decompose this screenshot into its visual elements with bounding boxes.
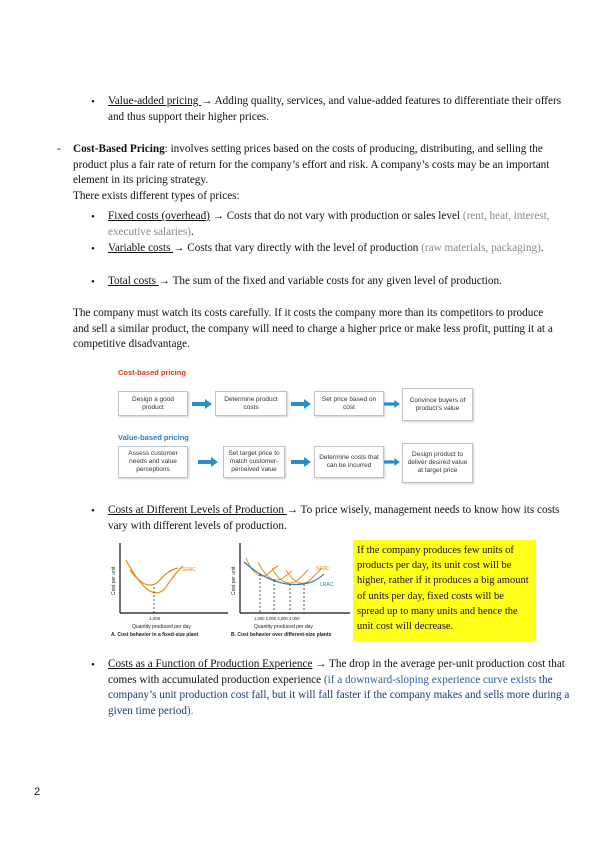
value-added-item (108, 94, 578, 125)
cost-levels-item (108, 503, 568, 534)
cost-watch-paragraph: The company must watch its costs carefully. If it costs the company more than its competitors to produce and sell a similar product, the company will need to charge a higher price or make less profit, putting it at a competitive disadvantage. (73, 307, 553, 350)
bullet: • (91, 243, 95, 255)
flow-arrow-icon (384, 399, 400, 409)
graph-b-xlabel: Quantity produced per day (254, 624, 313, 630)
total-cost-item (108, 274, 578, 290)
bullet: • (91, 96, 95, 108)
dash-marker: - (57, 143, 61, 155)
experience-note-body: the company’s unit production cost fall, but it will fall faster if the company makes and sells more during a given time period (108, 673, 570, 717)
flow-arrow-icon (291, 457, 311, 467)
variable-cost-examples: (raw materials, packaging) (421, 242, 541, 254)
cost-levels-text: To price wisely, management needs to know how its costs vary with different levels of production. (108, 504, 560, 532)
arrow-icon: → (212, 210, 224, 222)
graph-b-caption: B. Cost behavior over different-size plants (231, 632, 332, 638)
arrow-icon: → (158, 275, 170, 287)
variable-cost-text: Costs that vary directly with the level of production (184, 242, 422, 254)
cost-step-3: Set price based on cost (314, 391, 384, 416)
graph-different-size-plants (228, 540, 352, 642)
fixed-cost-item (108, 209, 568, 240)
cost-based-paragraph (73, 142, 568, 204)
cost-levels-term: Costs at Different Levels of Production (108, 504, 287, 516)
pricing-flow-diagram (118, 368, 473, 485)
cost-based-text: : involves setting prices based on the costs of producing, distributing, and selling the product plus a fair rate of return for the company’s effort and risk. A company’s costs may be an important element in its pricing strategy. (73, 143, 550, 186)
experience-text: The drop in the average per-unit production cost that comes with accumulated production experience (108, 658, 565, 686)
cost-step-2: Determine product costs (215, 391, 287, 416)
fixed-cost-end: . (190, 225, 194, 238)
arrow-icon: → (201, 95, 213, 107)
graph-a-srac-label: SRAC (182, 567, 196, 573)
graph-fixed-size-plant (108, 540, 230, 642)
graph-a-xlabel: Quantity produced per day (132, 624, 191, 630)
flow-arrow-icon (198, 457, 218, 467)
experience-note-end: ). (186, 704, 194, 717)
graph-b-x-ticks: 1,000 2,000 3,000 4,000 (254, 616, 300, 621)
flow-arrow-icon (192, 399, 212, 409)
total-cost-term: Total costs (108, 275, 159, 287)
fixed-cost-examples: (rent, heat, interest, executive salaries) (108, 210, 550, 238)
variable-cost-term: Variable costs (108, 242, 174, 254)
bullet: • (91, 211, 95, 223)
variable-cost-end: . (540, 242, 544, 254)
value-step-1: Assess customer needs and value perceptions (118, 446, 188, 478)
bullet: • (91, 276, 95, 288)
graph-a-caption: A. Cost behavior in a fixed-size plant (111, 632, 199, 638)
graph-b-srac-label: SRAC (316, 566, 330, 572)
cost-based-flow-title: Cost-based pricing (118, 368, 186, 377)
bullet: • (91, 659, 95, 671)
graph-a-x-tick: 1,000 (149, 616, 161, 621)
value-added-text: Adding quality, services, and value-added features to differentiate their offers and thus support their higher prices. (108, 95, 562, 123)
value-based-flow-title: Value-based pricing (118, 433, 189, 442)
graph-a-ylabel: Cost per unit (111, 566, 117, 595)
cost-step-4: Convince buyers of product’s value (402, 388, 473, 421)
flow-arrow-icon (384, 457, 400, 467)
total-cost-text: The sum of the fixed and variable costs for any given level of production. (169, 275, 502, 287)
value-added-term: Value-added pricing (108, 95, 202, 107)
page-number: 2 (34, 786, 41, 798)
experience-note-start: (if a downward-sloping experience curve exists (323, 673, 539, 686)
arrow-icon: → (286, 504, 298, 516)
cost-based-term: Cost-Based Pricing (73, 143, 165, 155)
arrow-icon: → (173, 242, 185, 254)
graph-b-ylabel: Cost per unit (231, 566, 237, 595)
arrow-icon: → (315, 658, 327, 670)
experience-item (108, 657, 570, 719)
variable-cost-item (108, 241, 568, 257)
fixed-cost-text: Costs that do not vary with production or sales level (223, 210, 463, 222)
experience-term: Costs as a Function of Production Experience (108, 658, 313, 670)
graph-b-lrac-label: LRAC (320, 582, 334, 588)
fixed-cost-term: Fixed costs (overhead) (108, 210, 210, 222)
cost-types-intro: There exists different types of prices: (73, 189, 240, 202)
value-step-3: Determine costs that can be incurred (314, 446, 384, 478)
flow-arrow-icon (291, 399, 311, 409)
highlighted-note: If the company produces few units of products per day, its unit cost will be higher, rather if it produces a big amount of units per day, fixed costs will be spread up to many units and hence the unit cost will decrease. (353, 540, 536, 641)
value-step-2: Set target price to match customer-perceived value (223, 446, 285, 478)
value-step-4: Design product to deliver desired value at target price (402, 443, 473, 483)
bullet: • (91, 505, 95, 517)
cost-step-1: Design a good product (118, 391, 188, 416)
